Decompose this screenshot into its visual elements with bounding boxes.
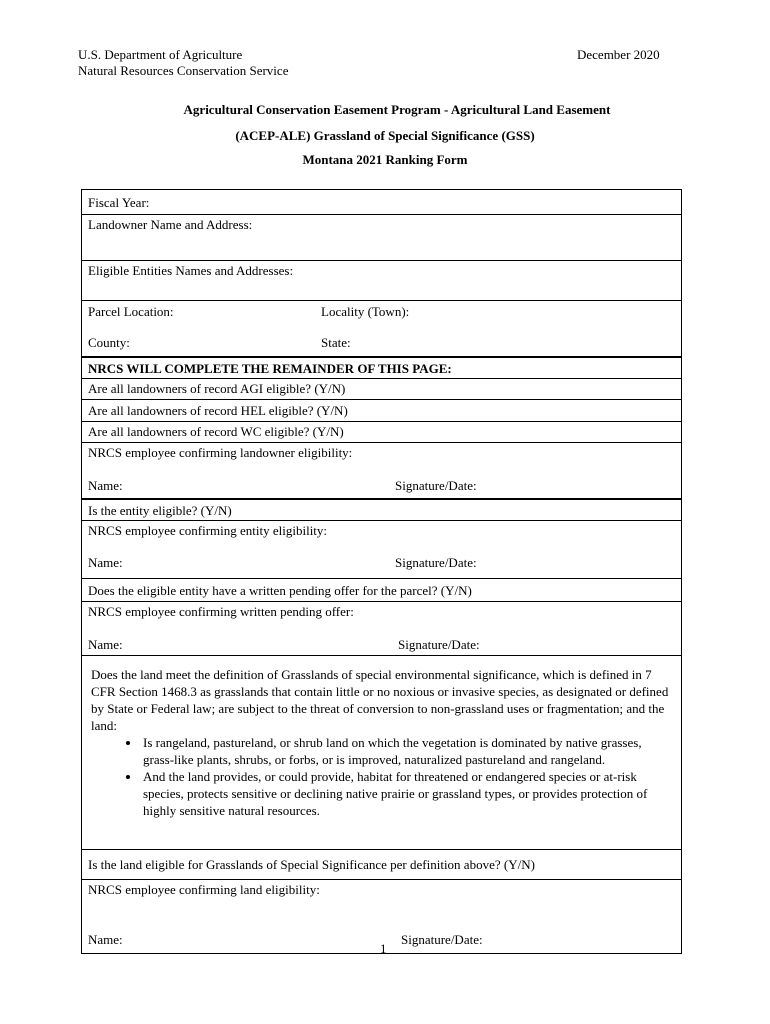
title-line-1: Agricultural Conservation Easement Program - Agricultural Land Easement [183, 102, 611, 117]
confirm-landowner-label: NRCS employee confirming landowner eligibility: [88, 445, 353, 460]
rule [82, 655, 681, 656]
locality-label: Locality (Town): [321, 304, 410, 319]
fiscal-year-label: Fiscal Year: [88, 195, 150, 210]
land-eligible-question: Is the land eligible for Grasslands of Special Significance per definition above? (Y/N) [88, 857, 535, 872]
signature-date-label: Signature/Date: [401, 932, 483, 947]
signature-date-label: Signature/Date: [398, 637, 480, 652]
rule [82, 520, 681, 521]
rule [82, 849, 681, 850]
definition-criteria-list [91, 734, 671, 819]
name-label: Name: [88, 932, 123, 947]
criteria-rangeland: • Is rangeland, pastureland, or shrub land on which the vegetation is dominated by native grasses, grass-like plants, shrubs, or forbs, or is improved, naturalized pastureland and rangeland. [141, 734, 671, 768]
name-label: Name: [88, 637, 123, 652]
rule [82, 378, 681, 379]
rule [82, 421, 681, 422]
confirm-land-label: NRCS employee confirming land eligibility: [88, 882, 320, 897]
state-label: State: [321, 335, 351, 350]
ranking-form [81, 189, 682, 954]
rule [82, 260, 681, 261]
rule [82, 214, 681, 215]
name-label: Name: [88, 478, 123, 493]
title-line-2: (ACEP-ALE) Grassland of Special Significance (GSS) [235, 128, 535, 143]
service-name: Natural Resources Conservation Service [78, 63, 289, 78]
rule [82, 356, 681, 358]
name-label: Name: [88, 555, 123, 570]
hel-question: Are all landowners of record HEL eligible? (Y/N) [88, 403, 348, 418]
rule [82, 300, 681, 301]
nrcs-section-heading: NRCS WILL COMPLETE THE REMAINDER OF THIS PAGE: [88, 361, 452, 376]
rule [82, 578, 681, 579]
landowner-label: Landowner Name and Address: [88, 217, 253, 232]
rule [82, 498, 681, 500]
signature-date-label: Signature/Date: [395, 555, 477, 570]
confirm-offer-label: NRCS employee confirming written pending offer: [88, 604, 354, 619]
criteria-habitat: • And the land provides, or could provide, habitat for threatened or endangered species or at-risk species, protects sensitive or declining native prairie or grassland types, or provides protection of highly sensitive natural resources. [141, 768, 671, 819]
rule [82, 442, 681, 443]
grassland-definition [91, 666, 671, 819]
signature-date-label: Signature/Date: [395, 478, 477, 493]
agency-name: U.S. Department of Agriculture [78, 47, 243, 62]
entities-label: Eligible Entities Names and Addresses: [88, 263, 294, 278]
confirm-entity-label: NRCS employee confirming entity eligibility: [88, 523, 328, 538]
rule [82, 879, 681, 880]
agi-question: Are all landowners of record AGI eligible? (Y/N) [88, 381, 346, 396]
entity-eligible-question: Is the entity eligible? (Y/N) [88, 503, 232, 518]
rule [82, 601, 681, 602]
wc-question: Are all landowners of record WC eligible? (Y/N) [88, 424, 344, 439]
parcel-location-label: Parcel Location: [88, 304, 174, 319]
definition-intro: Does the land meet the definition of Grasslands of special environmental significance, which is defined in 7 CFR Section 1468.3 as grasslands that contain little or no noxious or invasive species, as designated or defined by State or Federal law; are subject to the threat of conversion to non-grassland uses or fragmentation; and the land: [91, 667, 669, 733]
county-label: County: [88, 335, 130, 350]
pending-offer-question: Does the eligible entity have a written pending offer for the parcel? (Y/N) [88, 583, 472, 598]
document-date: December 2020 [577, 47, 660, 62]
title-line-3: Montana 2021 Ranking Form [302, 152, 468, 167]
rule [82, 399, 681, 400]
page-number: 1 [380, 941, 387, 956]
